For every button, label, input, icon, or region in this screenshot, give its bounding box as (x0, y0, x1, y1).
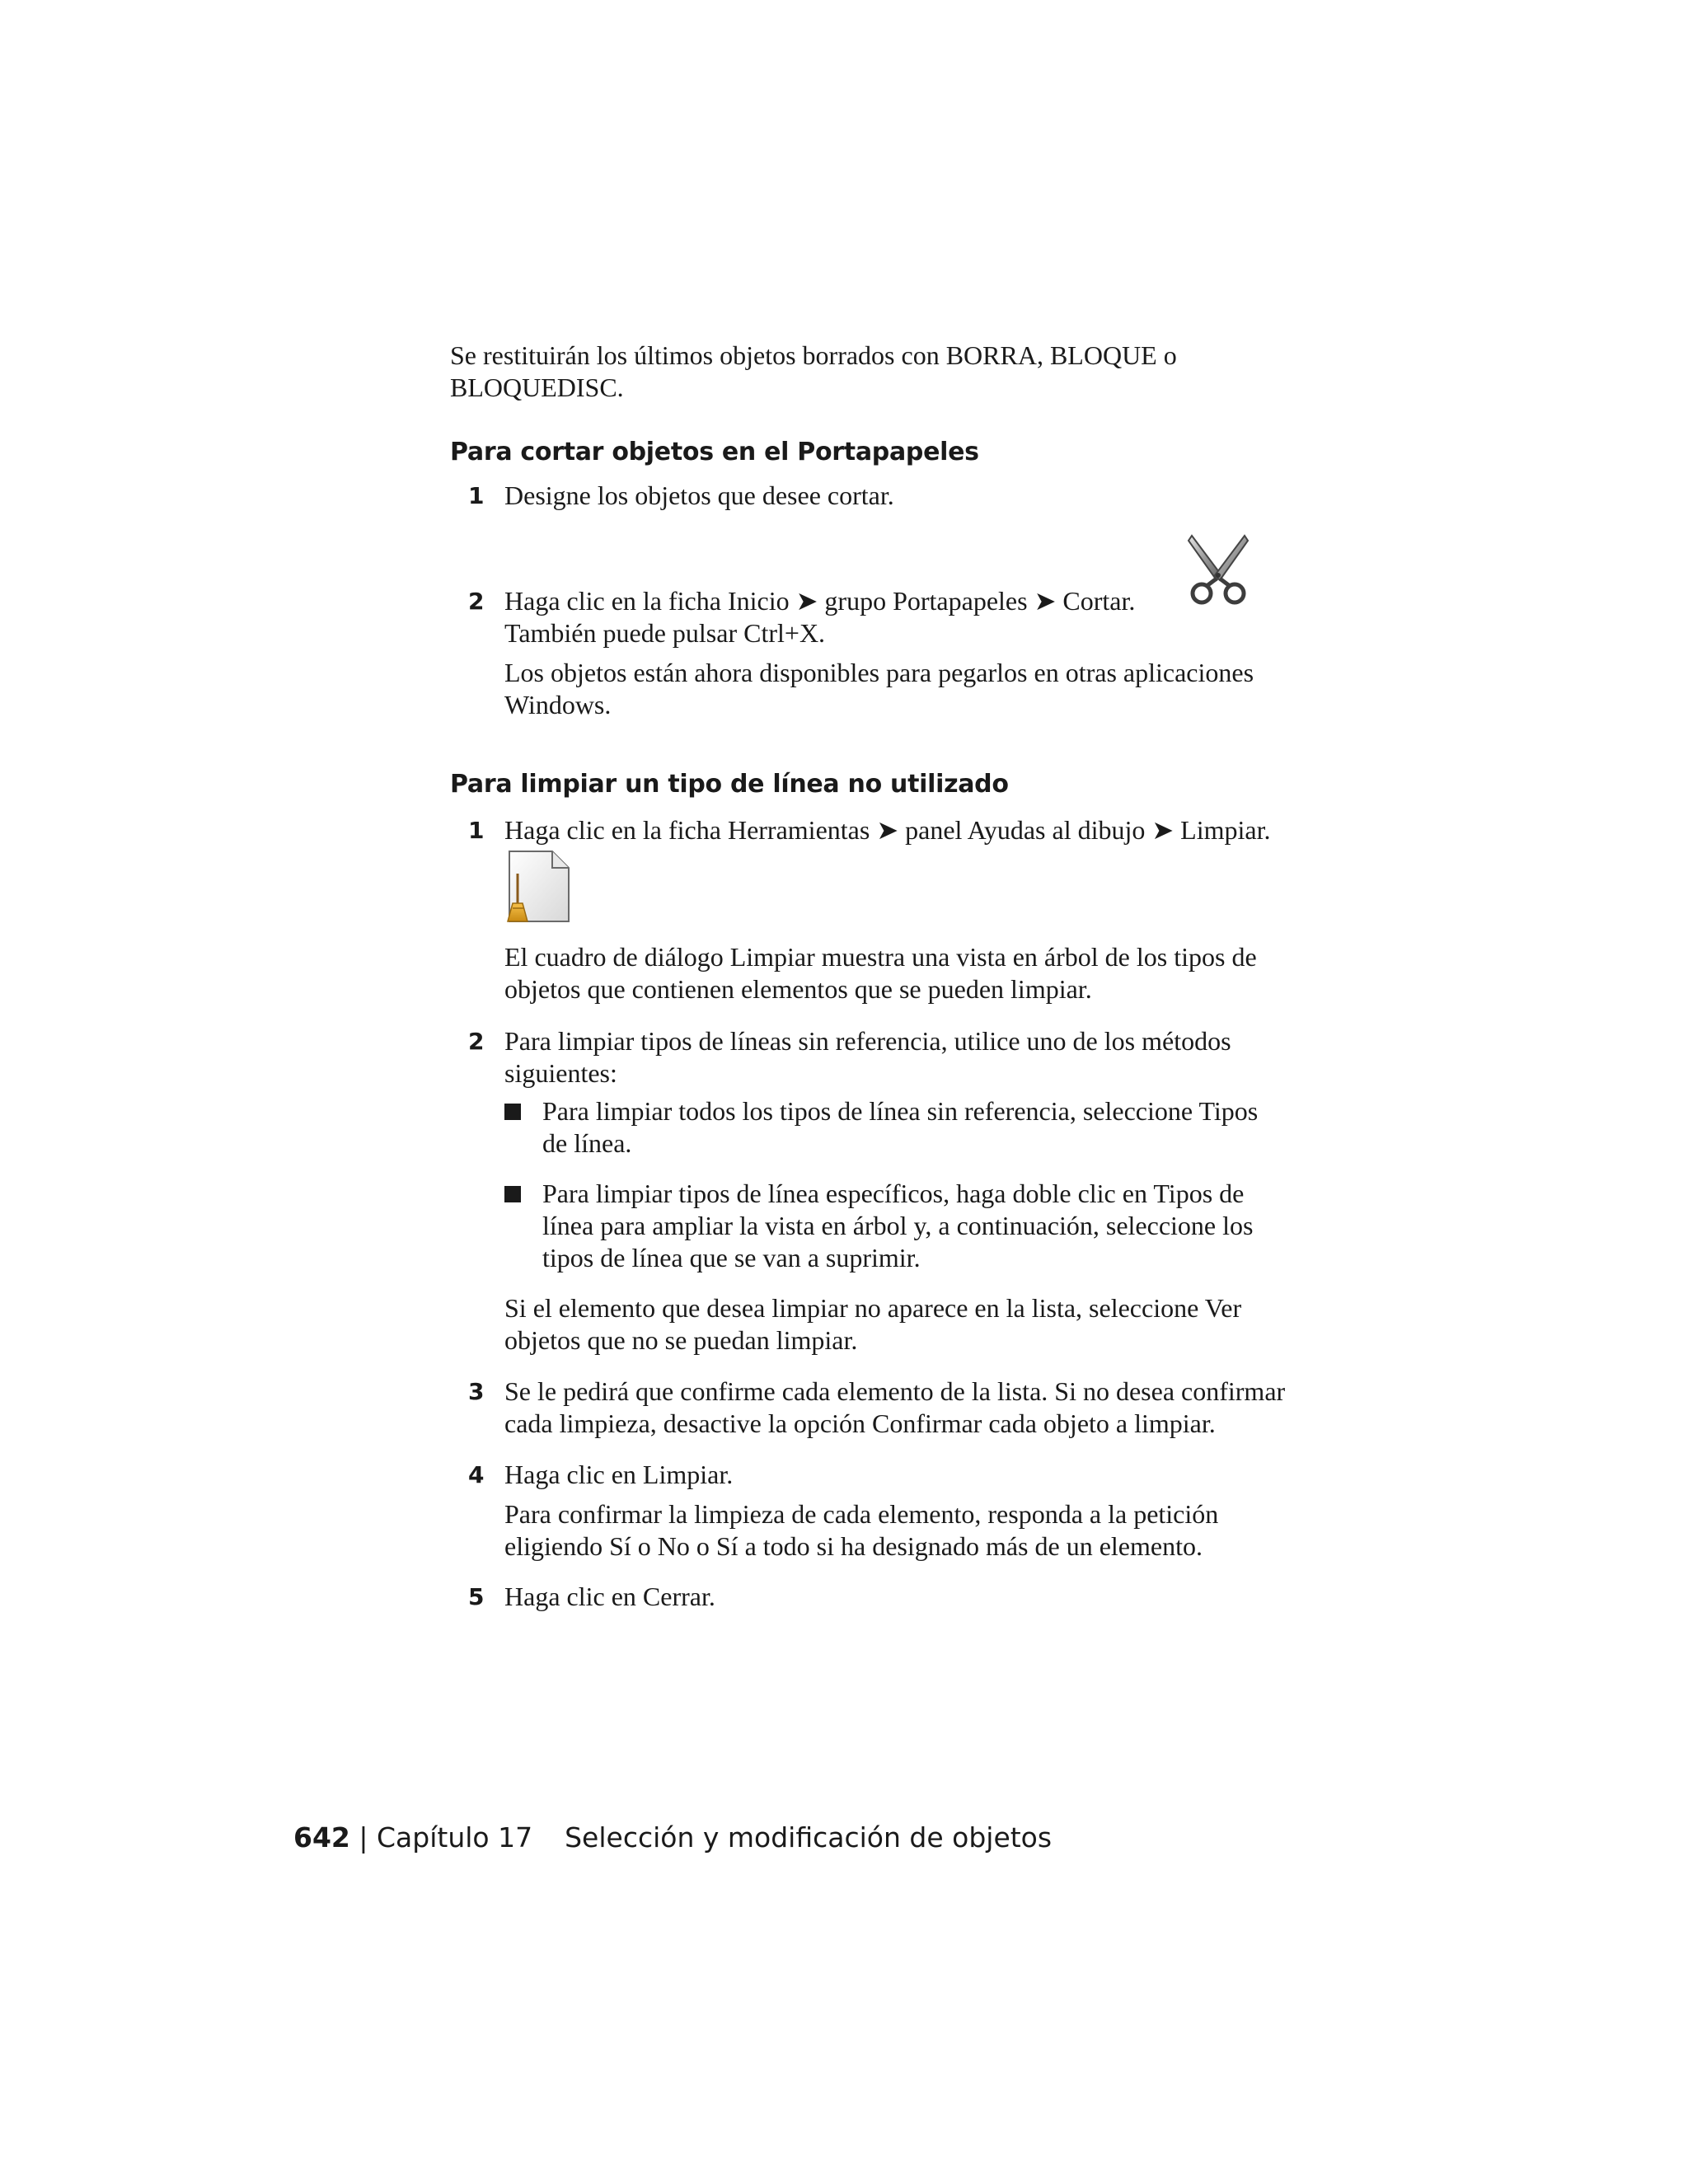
step-number: 2 (468, 1028, 485, 1055)
bullet-text: tipos de línea que se van a suprimir. (542, 1243, 921, 1272)
step-note: objetos que no se puedan limpiar. (504, 1325, 858, 1355)
step-text: siguientes: (504, 1058, 617, 1088)
scissors-icon (1184, 532, 1253, 607)
bullet-text: Para limpiar tipos de línea específicos, haga doble clic en Tipos de (542, 1179, 1245, 1208)
step-note: El cuadro de diálogo Limpiar muestra una vista en árbol de los tipos de (504, 942, 1257, 972)
bullet-text: línea para ampliar la vista en árbol y, a continuación, seleccione los (542, 1211, 1254, 1240)
step-note: objetos que contienen elementos que se pueden limpiar. (504, 974, 1092, 1004)
step-number: 2 (468, 588, 485, 615)
step-text: Haga clic en la ficha Herramientas ➤ panel Ayudas al dibujo ➤ Limpiar. (504, 815, 1271, 845)
step-text: También puede pulsar Ctrl+X. (504, 618, 826, 648)
chapter-label: Capítulo 17 (377, 1821, 533, 1854)
bullet-text: de línea. (542, 1128, 632, 1158)
step-text: Para limpiar tipos de líneas sin referencia, utilice uno de los métodos (504, 1026, 1231, 1056)
step-number: 3 (468, 1378, 485, 1405)
step-text: Haga clic en Limpiar. (504, 1460, 734, 1489)
footer-separator: | (359, 1821, 368, 1854)
step-text: Haga clic en Cerrar. (504, 1582, 715, 1611)
section-heading-cut: Para cortar objetos en el Portapapeles (450, 438, 979, 466)
purge-broom-icon (504, 849, 574, 925)
step-number: 1 (468, 817, 485, 844)
bullet-marker (504, 1186, 521, 1202)
step-text: Designe los objetos que desee cortar. (504, 480, 894, 510)
step-number: 1 (468, 482, 485, 509)
intro-line-2: BLOQUEDISC. (450, 373, 624, 402)
step-note: Los objetos están ahora disponibles para pegarlos en otras aplicaciones (504, 658, 1254, 687)
step-note: Si el elemento que desea limpiar no aparece en la lista, seleccione Ver (504, 1293, 1242, 1323)
step-text: cada limpieza, desactive la opción Confirmar cada objeto a limpiar. (504, 1408, 1216, 1438)
step-note: Para confirmar la limpieza de cada elemento, responda a la petición (504, 1499, 1219, 1529)
chapter-title: Selección y modificación de objetos (565, 1821, 1053, 1854)
step-note: eligiendo Sí o No o Sí a todo si ha designado más de un elemento. (504, 1531, 1203, 1561)
bullet-text: Para limpiar todos los tipos de línea sin referencia, seleccione Tipos (542, 1096, 1259, 1126)
step-note: Windows. (504, 690, 612, 719)
intro-line-1: Se restituirán los últimos objetos borrados con BORRA, BLOQUE o (450, 340, 1177, 370)
page-number: 642 (293, 1821, 350, 1854)
step-number: 5 (468, 1583, 485, 1610)
page-footer (293, 1821, 1052, 1854)
bullet-marker (504, 1104, 521, 1120)
step-text: Se le pedirá que confirme cada elemento de la lista. Si no desea confirmar (504, 1376, 1286, 1406)
section-heading-purge: Para limpiar un tipo de línea no utilizado (450, 770, 1009, 799)
step-text: Haga clic en la ficha Inicio ➤ grupo Portapapeles ➤ Cortar. (504, 586, 1136, 616)
step-number: 4 (468, 1461, 485, 1488)
